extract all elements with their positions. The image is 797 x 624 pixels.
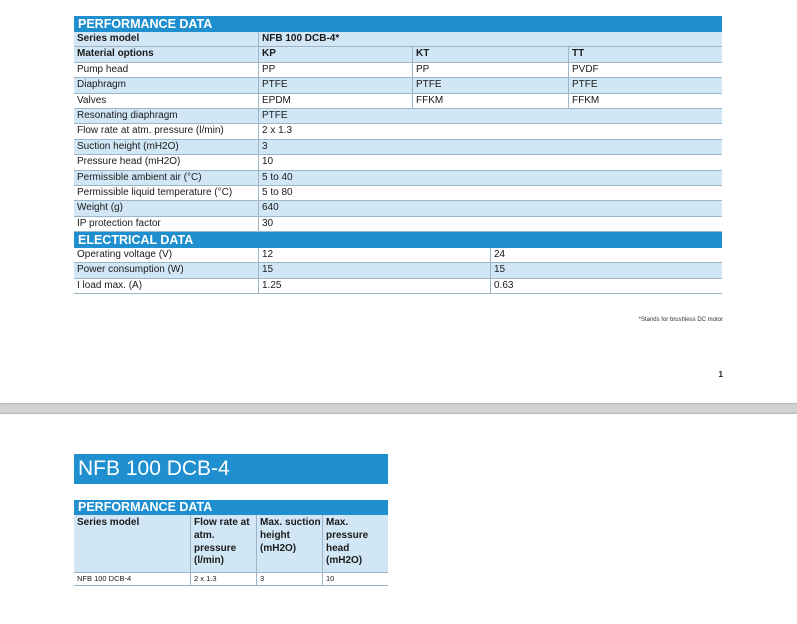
row-value-12v: 12 xyxy=(258,248,490,262)
material-options-row xyxy=(74,47,722,62)
material-option-kp: KP xyxy=(258,47,412,61)
material-option-tt: TT xyxy=(568,47,722,61)
row-label: Suction height (mH2O) xyxy=(77,140,179,152)
row-label: Permissible ambient air (°C) xyxy=(77,171,202,183)
table-row xyxy=(74,155,722,170)
table-row xyxy=(74,78,722,93)
table-row xyxy=(74,63,722,78)
row-value: 10 xyxy=(258,155,722,169)
table-row xyxy=(74,217,722,232)
table-header-row xyxy=(74,515,388,573)
row-label: Pump head xyxy=(77,63,129,75)
row-label: Permissible liquid temperature (°C) xyxy=(77,187,233,198)
row-label: Diaphragm xyxy=(77,79,126,91)
footnote: *Stands for brushless DC motor xyxy=(638,317,723,323)
table-row xyxy=(74,94,722,109)
row-value-kp: PTFE xyxy=(258,78,412,92)
table-row xyxy=(74,140,722,155)
row-value-tt: PVDF xyxy=(568,63,722,77)
row-label: Power consumption (W) xyxy=(77,264,184,276)
performance-data-header: PERFORMANCE DATA xyxy=(74,500,388,515)
performance-data-header: PERFORMANCE DATA xyxy=(74,16,722,32)
page-number: 1 xyxy=(718,370,723,379)
row-value-tt: PTFE xyxy=(568,78,722,92)
row-value-kt: PTFE xyxy=(412,78,568,92)
product-title: NFB 100 DCB-4 xyxy=(74,454,388,484)
row-value: 5 to 40 xyxy=(258,171,722,185)
row-value-kt: PP xyxy=(412,63,568,77)
column-header-pressure-head: Max. pressure head (mH2O) xyxy=(322,515,388,572)
row-value: 5 to 80 xyxy=(258,186,722,200)
row-value-24v: 0.63 xyxy=(490,279,722,293)
series-model-row xyxy=(74,32,722,47)
row-value: 2 x 1.3 xyxy=(258,124,722,138)
column-header-series-model: Series model xyxy=(77,517,140,528)
row-value-tt: FFKM xyxy=(568,94,722,108)
cell-series-model: NFB 100 DCB-4 xyxy=(77,574,132,583)
row-label: Pressure head (mH2O) xyxy=(77,156,181,168)
row-value-24v: 15 xyxy=(490,263,722,277)
table-row xyxy=(74,124,722,139)
row-label: I load max. (A) xyxy=(77,279,143,291)
table-row xyxy=(74,263,722,278)
material-options-label: Material options xyxy=(77,48,154,60)
row-value: 640 xyxy=(258,201,722,215)
row-label: Resonating diaphragm xyxy=(77,110,178,121)
row-value: 30 xyxy=(258,217,722,231)
row-value: PTFE xyxy=(258,109,722,123)
table-row xyxy=(74,109,722,124)
row-label: Flow rate at atm. pressure (l/min) xyxy=(77,125,224,137)
column-header-flow-rate: Flow rate at atm. pressure (l/min) xyxy=(190,515,256,572)
row-label: Operating voltage (V) xyxy=(77,249,173,260)
row-value-12v: 1.25 xyxy=(258,279,490,293)
table-row xyxy=(74,171,722,186)
row-value-kp: EPDM xyxy=(258,94,412,108)
row-label: Weight (g) xyxy=(77,202,123,214)
cell-flow-rate: 2 x 1.3 xyxy=(190,573,256,585)
table-row xyxy=(74,248,722,263)
row-value-24v: 24 xyxy=(490,248,722,262)
document-page-2 xyxy=(0,414,797,624)
column-header-suction-height: Max. suction height (mH2O) xyxy=(256,515,322,572)
row-value-kp: PP xyxy=(258,63,412,77)
row-label: Valves xyxy=(77,94,107,106)
table-row xyxy=(74,201,722,216)
table-row xyxy=(74,573,388,586)
row-value-12v: 15 xyxy=(258,263,490,277)
row-label: IP protection factor xyxy=(77,217,161,229)
table-row xyxy=(74,186,722,201)
table-row xyxy=(74,279,722,294)
series-model-value: NFB 100 DCB-4* xyxy=(258,32,722,46)
electrical-data-header: ELECTRICAL DATA xyxy=(74,232,722,248)
row-value-kt: FFKM xyxy=(412,94,568,108)
material-option-kt: KT xyxy=(412,47,568,61)
row-value: 3 xyxy=(258,140,722,154)
cell-suction-height: 3 xyxy=(256,573,322,585)
cell-pressure-head: 10 xyxy=(322,573,388,585)
series-model-label: Series model xyxy=(77,33,140,44)
